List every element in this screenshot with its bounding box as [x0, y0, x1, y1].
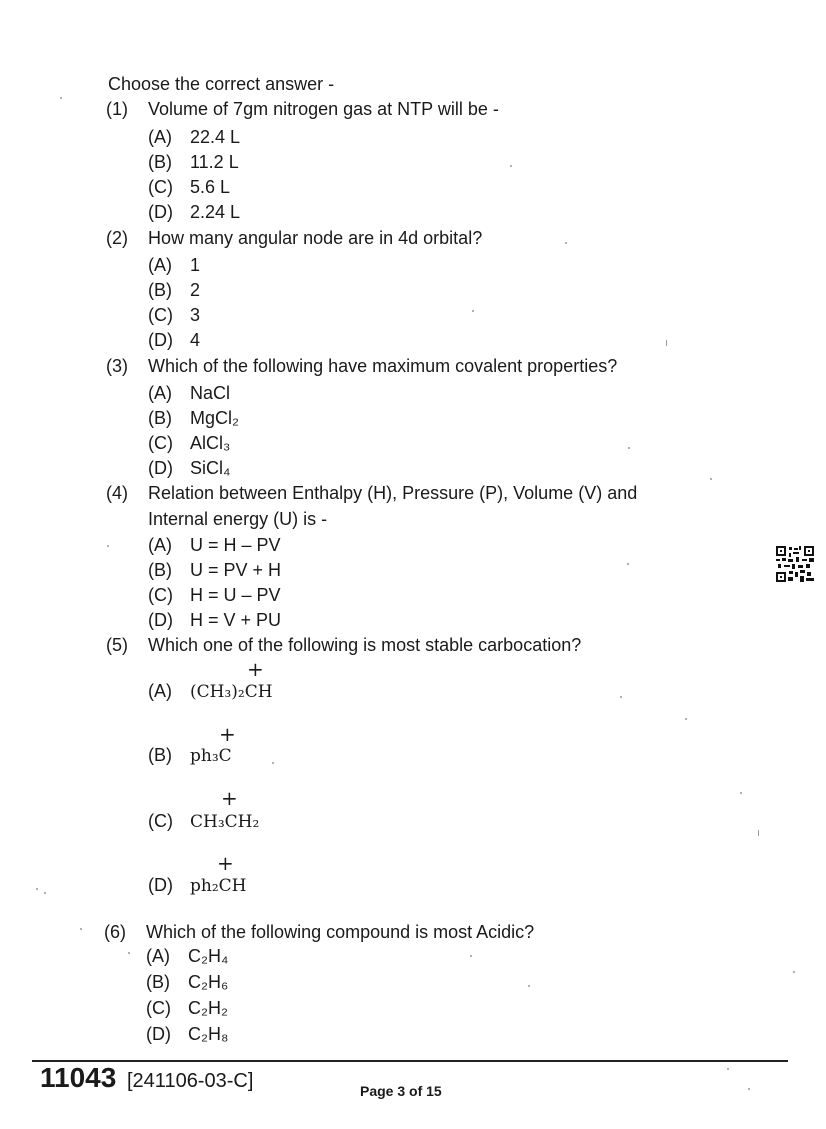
option-5d[interactable] [148, 875, 246, 896]
question-text: Which of the following compound is most Acidic? [146, 922, 535, 942]
question-1 [106, 99, 499, 120]
option-letter: (D) [148, 875, 173, 895]
question-number: (1) [106, 99, 128, 119]
paper-reference: [241106-03-C] [127, 1070, 254, 1092]
question-number: (5) [106, 635, 128, 655]
question-3 [106, 356, 617, 377]
question-6 [104, 922, 534, 943]
option-text: 2.24 L [190, 202, 241, 222]
option-letter: (B) [148, 280, 172, 300]
question-4-continued [148, 509, 327, 530]
scan-speck [472, 310, 474, 312]
option-2c[interactable] [148, 305, 200, 326]
scan-speck [727, 1068, 729, 1070]
option-letter: (D) [148, 202, 173, 222]
option-formula: CH₃CH₂ [190, 812, 260, 832]
question-text-line-1: Relation between Enthalpy (H), Pressure (P), Volume (V) and [148, 483, 638, 503]
scan-speck [627, 563, 629, 565]
scan-speck [666, 340, 667, 346]
option-letter: (A) [148, 127, 172, 147]
scan-speck [107, 545, 109, 547]
question-text: Which one of the following is most stable carbocation? [148, 635, 582, 655]
question-text: Volume of 7gm nitrogen gas at NTP will be - [148, 99, 499, 119]
question-text-line-2: Internal energy (U) is - [148, 509, 328, 529]
option-letter: (C) [148, 585, 173, 605]
question-number: (3) [106, 356, 128, 376]
question-5 [106, 635, 581, 656]
option-2a[interactable] [148, 255, 200, 276]
option-5b[interactable] [148, 745, 232, 766]
scan-speck [44, 892, 46, 894]
scan-speck [565, 242, 567, 244]
positive-charge-c: + [221, 786, 238, 810]
option-text: C₂H₂ [188, 998, 228, 1018]
option-4d[interactable] [148, 610, 281, 631]
option-text: C₂H₆ [188, 972, 229, 992]
option-text: 22.4 L [190, 127, 241, 147]
option-text: 3 [190, 305, 201, 325]
question-text: Which of the following have maximum covalent properties? [148, 356, 618, 376]
option-formula: ph₃C [190, 746, 232, 766]
option-3b[interactable] [148, 408, 239, 429]
option-text: AlCl₃ [190, 433, 231, 453]
option-formula: (CH₃)₂CH [190, 682, 273, 702]
option-4c[interactable] [148, 585, 281, 606]
option-3d[interactable] [148, 458, 230, 479]
positive-charge-d: + [217, 851, 234, 875]
scan-speck [128, 952, 130, 954]
option-2b[interactable] [148, 280, 200, 301]
footer-divider [32, 1060, 788, 1062]
scan-speck [510, 165, 512, 167]
question-number: (4) [106, 483, 128, 503]
scan-speck [60, 97, 62, 99]
option-letter: (D) [146, 1024, 171, 1044]
option-6b[interactable] [146, 972, 228, 993]
option-letter: (B) [148, 408, 172, 428]
option-text: 2 [190, 280, 201, 300]
option-3c[interactable] [148, 433, 230, 454]
question-number: (6) [104, 922, 126, 942]
option-formula: ph₂CH [190, 876, 247, 896]
option-text: SiCl₄ [190, 458, 231, 478]
option-1a[interactable] [148, 127, 240, 148]
positive-charge-a: + [247, 657, 264, 681]
option-letter: (D) [148, 458, 173, 478]
scan-speck [628, 447, 630, 449]
option-text: U = H – PV [190, 535, 281, 555]
option-text: 1 [190, 255, 201, 275]
option-letter: (D) [148, 330, 173, 350]
option-letter: (A) [148, 535, 172, 555]
option-letter: (A) [146, 946, 170, 966]
option-letter: (B) [148, 152, 172, 172]
option-text: 11.2 L [190, 152, 239, 172]
option-text: 4 [190, 330, 201, 350]
question-4 [106, 483, 637, 504]
option-letter: (A) [148, 681, 172, 701]
question-number: (2) [106, 228, 128, 248]
option-letter: (B) [146, 972, 170, 992]
scan-speck [80, 928, 82, 930]
option-1c[interactable] [148, 177, 230, 198]
option-1b[interactable] [148, 152, 239, 173]
scan-speck [685, 718, 687, 720]
instruction-heading: Choose the correct answer - [108, 74, 335, 94]
option-text: U = PV + H [190, 560, 282, 580]
scan-speck [748, 1088, 750, 1090]
qr-code-icon [776, 546, 814, 582]
scan-speck [36, 888, 38, 890]
option-2d[interactable] [148, 330, 200, 351]
option-letter: (B) [148, 560, 172, 580]
option-letter: (B) [148, 745, 172, 765]
option-5c[interactable] [148, 811, 259, 832]
option-6c[interactable] [146, 998, 228, 1019]
question-2 [106, 228, 482, 249]
option-letter: (A) [148, 383, 172, 403]
option-text: C₂H₈ [188, 1024, 229, 1044]
scan-speck [620, 696, 622, 698]
option-5a[interactable] [148, 681, 273, 702]
scan-speck [793, 971, 795, 973]
option-6d[interactable] [146, 1024, 228, 1045]
option-4b[interactable] [148, 560, 281, 581]
question-text: How many angular node are in 4d orbital? [148, 228, 483, 248]
paper-code: 11043 [40, 1062, 117, 1093]
option-3a[interactable] [148, 383, 230, 404]
option-letter: (C) [146, 998, 171, 1018]
option-text: C₂H₄ [188, 946, 229, 966]
option-text: H = U – PV [190, 585, 281, 605]
scan-speck [710, 478, 712, 480]
scan-speck [470, 955, 472, 957]
scan-speck [272, 762, 274, 764]
scan-speck [758, 830, 759, 836]
option-text: H = V + PU [190, 610, 282, 630]
option-6a[interactable] [146, 946, 228, 967]
option-letter: (C) [148, 811, 173, 831]
option-text: MgCl₂ [190, 408, 239, 428]
option-letter: (C) [148, 433, 173, 453]
option-letter: (C) [148, 305, 173, 325]
positive-charge-b: + [219, 722, 236, 746]
option-4a[interactable] [148, 535, 281, 556]
option-letter: (C) [148, 177, 173, 197]
scan-speck [740, 792, 742, 794]
option-text: NaCl [190, 383, 231, 403]
option-1d[interactable] [148, 202, 240, 223]
page-number: Page 3 of 15 [360, 1083, 442, 1099]
option-letter: (D) [148, 610, 173, 630]
option-text: 5.6 L [190, 177, 231, 197]
option-letter: (A) [148, 255, 172, 275]
scan-speck [528, 985, 530, 987]
